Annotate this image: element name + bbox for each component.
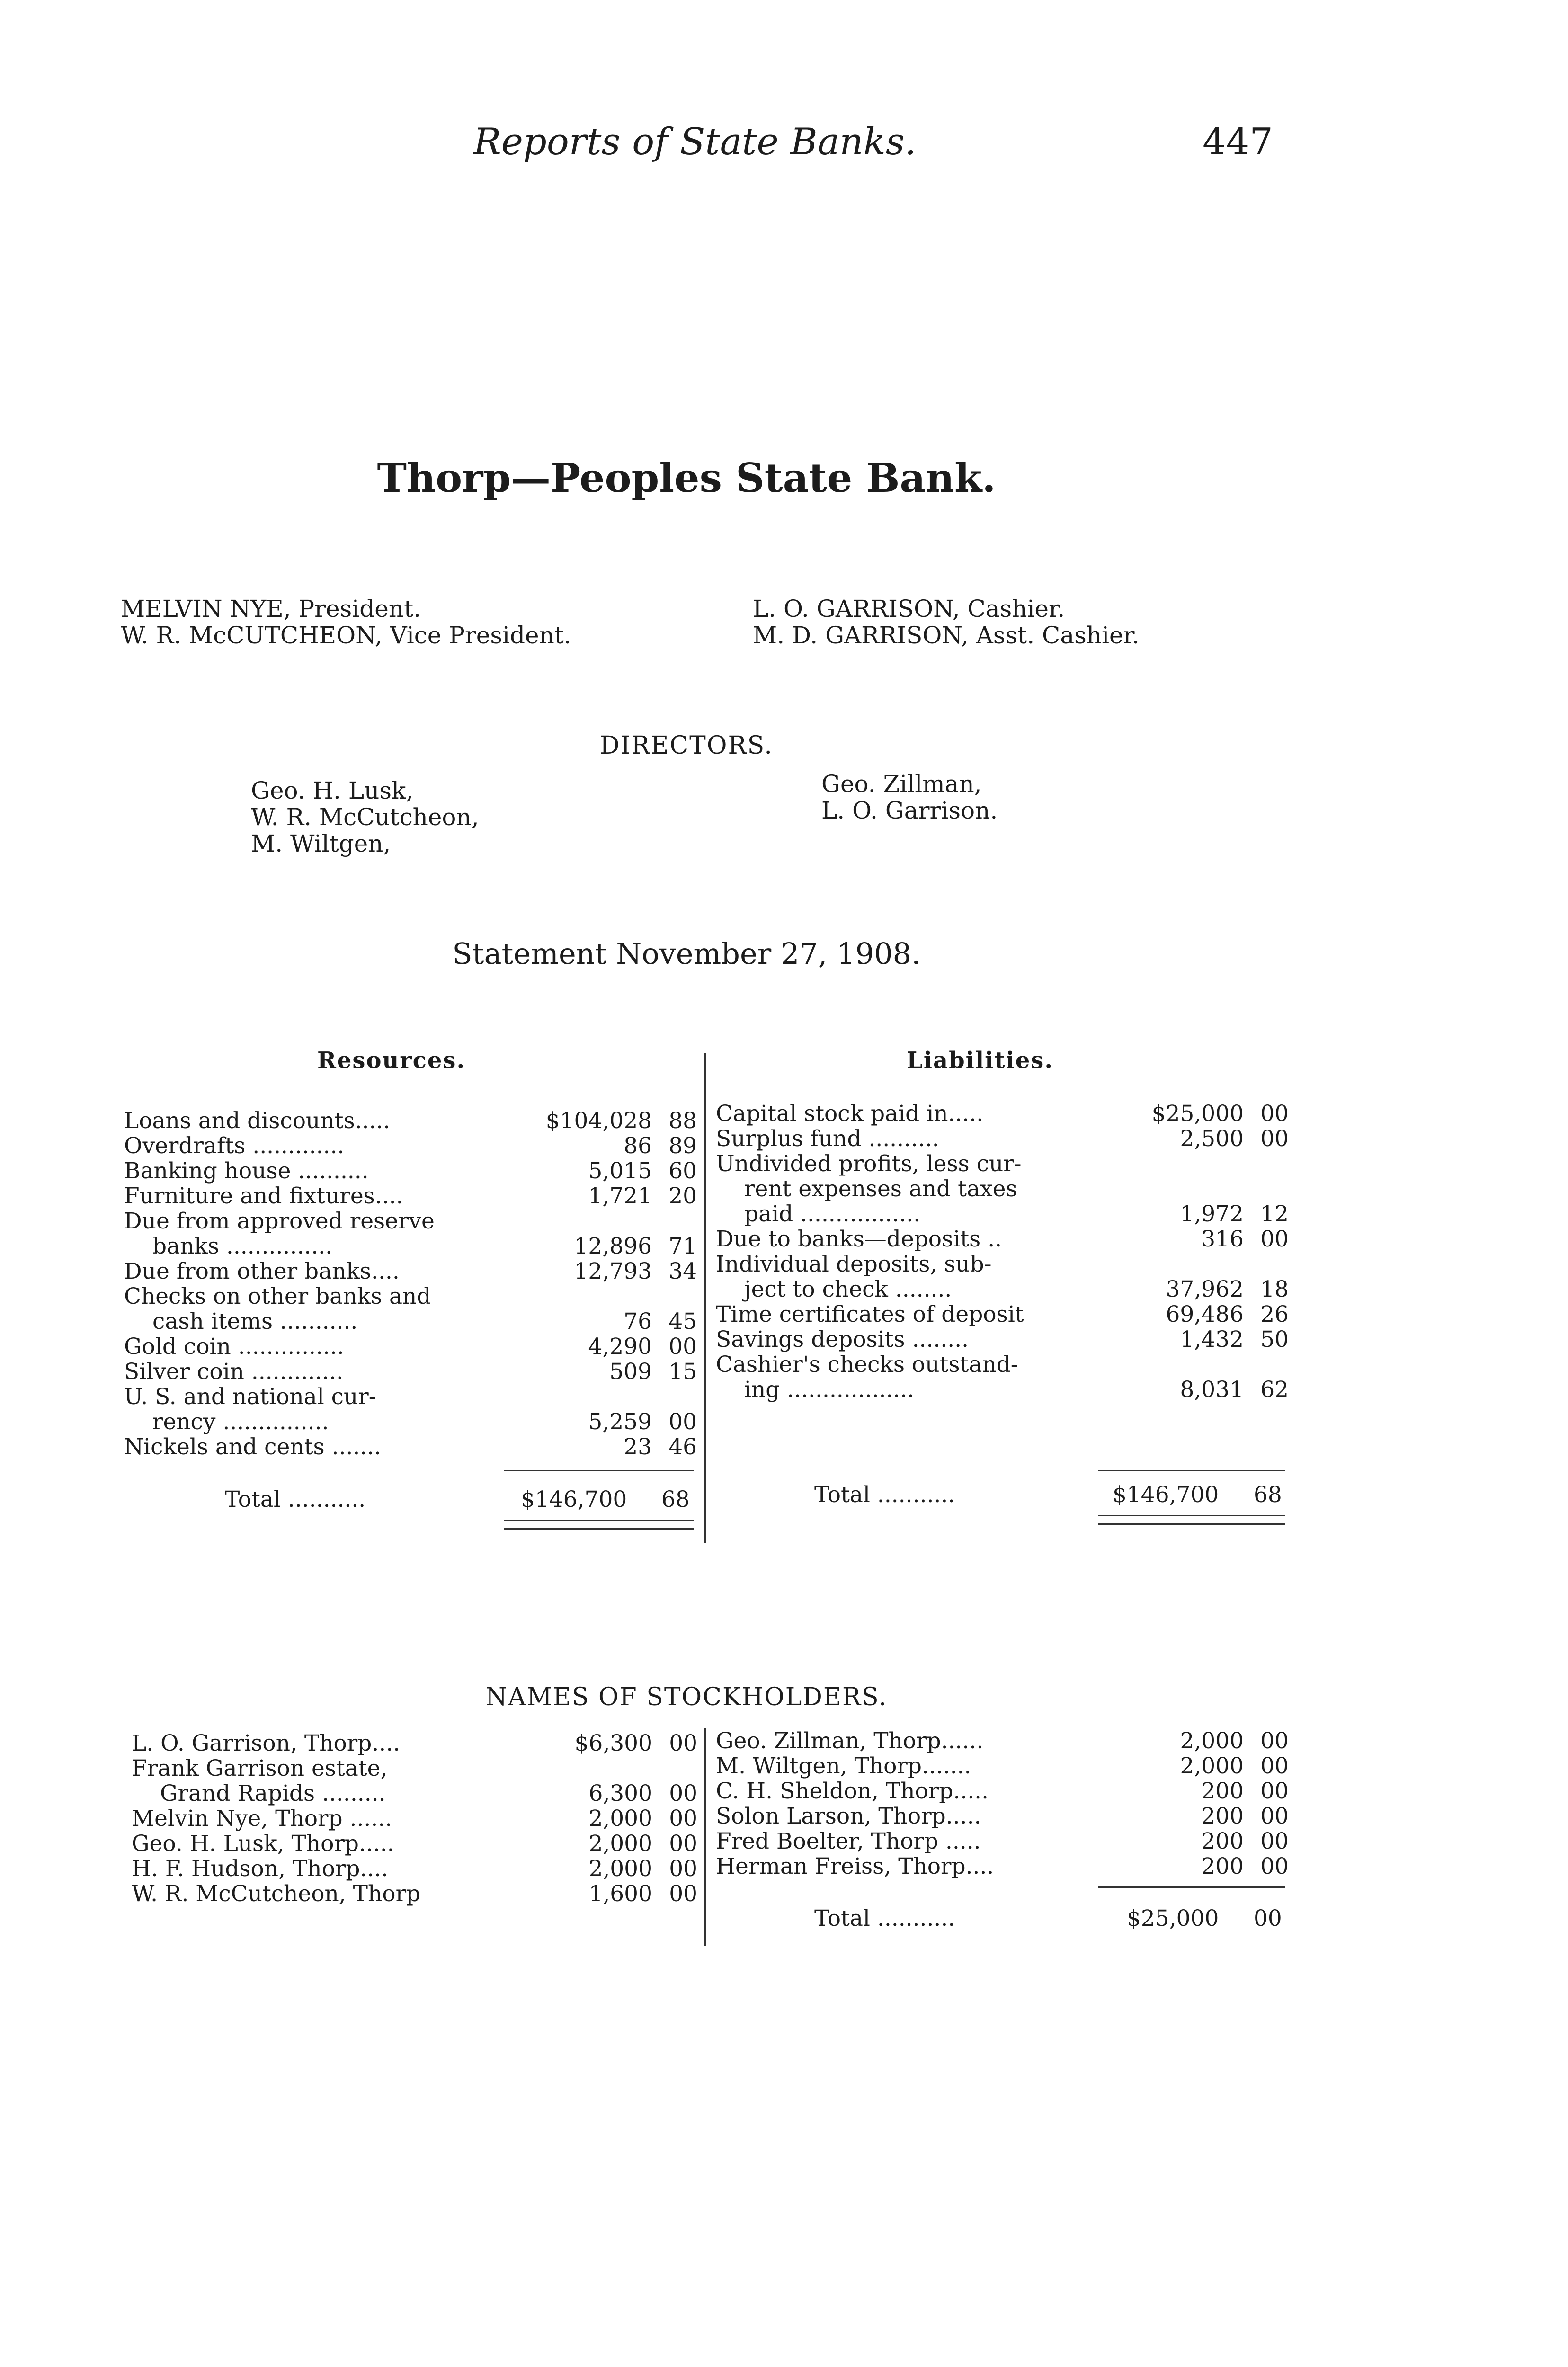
resources-double-rule	[504, 1528, 694, 1530]
resource-row-cents: 71	[668, 1233, 697, 1259]
stockholder-row-amount: 2,000	[1180, 1753, 1244, 1779]
stockholder-row	[716, 1803, 1289, 1828]
stockholder-row-cents: 00	[669, 1881, 697, 1907]
stockholder-row-amount: 200	[1201, 1853, 1244, 1879]
resource-row-cents: 45	[668, 1308, 697, 1335]
directors-left	[251, 777, 479, 857]
resource-row-cents: 88	[668, 1108, 697, 1134]
director-name: Geo. H. Lusk,	[251, 777, 414, 804]
liability-row	[716, 1226, 1289, 1251]
stockholder-row-label: Grand Rapids .........	[160, 1780, 386, 1806]
liability-row-label: Undivided profits, less cur-	[716, 1151, 1022, 1177]
liabilities-total-rule	[1098, 1470, 1285, 1471]
liability-row-label: Capital stock paid in.....	[716, 1101, 984, 1127]
directors-right	[821, 771, 998, 824]
liabilities-total-label: Total ...........	[814, 1482, 955, 1508]
stockholder-row-label: Fred Boelter, Thorp .....	[716, 1828, 981, 1854]
resource-row	[124, 1183, 697, 1208]
resource-row	[124, 1434, 697, 1459]
liability-row-cents: 18	[1260, 1276, 1289, 1302]
stockholder-row	[132, 1856, 697, 1881]
resources-total-rule	[504, 1470, 694, 1471]
resources-total-amount: $146,700	[521, 1486, 627, 1513]
resource-row-cents: 00	[668, 1409, 697, 1435]
liability-row-cents: 12	[1260, 1201, 1289, 1227]
stockholder-row-cents: 00	[669, 1780, 697, 1806]
resource-row-label: Overdrafts .............	[124, 1133, 345, 1159]
liability-row-label: Time certificates of deposit	[716, 1301, 1024, 1327]
stockholder-row	[132, 1755, 697, 1780]
stockholders-column-divider	[704, 1728, 706, 1946]
stockholder-row	[132, 1831, 697, 1856]
stockholder-row-cents: 00	[1260, 1753, 1289, 1779]
resource-row-amount: 86	[624, 1133, 652, 1159]
stockholders-heading: NAMES OF STOCKHOLDERS.	[485, 1683, 888, 1711]
liability-row-label: Individual deposits, sub-	[716, 1251, 992, 1277]
stockholder-row-amount: 200	[1201, 1828, 1244, 1854]
liability-row-amount: 8,031	[1180, 1377, 1244, 1403]
resource-row-label: Furniture and fixtures....	[124, 1183, 403, 1209]
liabilities-double-rule	[1098, 1515, 1285, 1516]
stockholders-total-amount: $25,000	[1127, 1905, 1219, 1931]
resource-row-cents: 89	[668, 1133, 697, 1159]
liability-row-label: rent expenses and taxes	[744, 1176, 1017, 1202]
director-name: Geo. Zillman,	[821, 770, 982, 798]
resource-row-label: Loans and discounts.....	[124, 1108, 391, 1134]
stockholder-row-label: Frank Garrison estate,	[132, 1755, 388, 1781]
liability-row	[716, 1301, 1289, 1326]
stockholder-row-amount: 200	[1201, 1803, 1244, 1829]
liability-row-cents: 00	[1260, 1126, 1289, 1152]
officer-vice-president: W. R. McCUTCHEON, Vice President.	[121, 622, 571, 649]
stockholder-row	[132, 1730, 697, 1755]
resource-row-cents: 60	[668, 1158, 697, 1184]
liability-row	[716, 1176, 1289, 1201]
officer-cashier: L. O. GARRISON, Cashier.	[753, 595, 1065, 623]
stockholder-row-cents: 00	[1260, 1853, 1289, 1879]
resource-row-label: Banking house ..........	[124, 1158, 369, 1184]
stockholder-row	[716, 1753, 1289, 1778]
resource-row-amount: 4,290	[588, 1334, 652, 1360]
stockholder-row-amount: 6,300	[588, 1780, 652, 1806]
liability-row-amount: 2,500	[1180, 1126, 1244, 1152]
resource-row	[124, 1359, 697, 1384]
director-name: M. Wiltgen,	[251, 830, 391, 857]
resource-row-label: Gold coin ...............	[124, 1334, 344, 1360]
stockholder-row-label: W. R. McCutcheon, Thorp	[132, 1881, 421, 1907]
resource-row	[124, 1108, 697, 1133]
stockholder-row-cents: 00	[1260, 1803, 1289, 1829]
stockholder-row	[132, 1881, 697, 1906]
stockholder-row-amount: 2,000	[1180, 1728, 1244, 1754]
stockholder-row	[132, 1780, 697, 1806]
liability-row	[716, 1151, 1289, 1176]
stockholder-row-amount: 2,000	[588, 1806, 652, 1832]
liability-row-cents: 26	[1260, 1301, 1289, 1327]
resource-row-label: cash items ...........	[152, 1308, 358, 1335]
stockholder-row-label: M. Wiltgen, Thorp.......	[716, 1753, 971, 1779]
liability-row-cents: 00	[1260, 1226, 1289, 1252]
liability-row-cents: 00	[1260, 1101, 1289, 1127]
stockholder-row-cents: 00	[1260, 1828, 1289, 1854]
resource-row	[124, 1283, 697, 1308]
resource-row-amount: 509	[609, 1359, 652, 1385]
stockholder-row-amount: 2,000	[588, 1856, 652, 1882]
stockholder-row-cents: 00	[669, 1806, 697, 1832]
stockholder-row-cents: 00	[669, 1831, 697, 1857]
resource-row-cents: 46	[668, 1434, 697, 1460]
stockholder-row-label: H. F. Hudson, Thorp....	[132, 1856, 389, 1882]
stockholder-row-cents: 00	[669, 1856, 697, 1882]
resource-row	[124, 1308, 697, 1334]
stockholder-row-label: Melvin Nye, Thorp ......	[132, 1806, 392, 1832]
liabilities-total-amount: $146,700	[1113, 1482, 1219, 1508]
balance-column-divider	[704, 1053, 706, 1543]
resource-row-label: Nickels and cents .......	[124, 1434, 382, 1460]
liability-row-label: paid .................	[744, 1201, 921, 1227]
resource-row-label: Silver coin .............	[124, 1359, 344, 1385]
liability-row	[716, 1101, 1289, 1126]
liabilities-total-cents: 68	[1254, 1482, 1282, 1508]
stockholder-row-amount: 2,000	[588, 1831, 652, 1857]
statement-title: Statement November 27, 1908.	[452, 936, 921, 971]
liability-row-cents: 50	[1260, 1326, 1289, 1353]
officer-asst-cashier: M. D. GARRISON, Asst. Cashier.	[753, 622, 1140, 649]
resource-row	[124, 1334, 697, 1359]
liability-row-label: Surplus fund ..........	[716, 1126, 939, 1152]
liability-row	[716, 1326, 1289, 1352]
stockholder-row-amount: $6,300	[574, 1730, 652, 1756]
resource-row	[124, 1158, 697, 1183]
resource-row	[124, 1133, 697, 1158]
stockholders-total-cents: 00	[1254, 1905, 1282, 1931]
resource-row-label: U. S. and national cur-	[124, 1384, 376, 1410]
resource-row-amount: 23	[624, 1434, 652, 1460]
liability-row-cents: 62	[1260, 1377, 1289, 1403]
stockholder-row-label: C. H. Sheldon, Thorp.....	[716, 1778, 989, 1804]
liability-row-label: Savings deposits ........	[716, 1326, 969, 1353]
liability-row-label: ject to check ........	[744, 1276, 952, 1302]
page-number: 447	[1203, 121, 1273, 163]
resources-heading: Resources.	[317, 1047, 466, 1074]
liability-row	[716, 1126, 1289, 1151]
resource-row	[124, 1409, 697, 1434]
stockholder-row-label: Geo. Zillman, Thorp......	[716, 1728, 984, 1754]
resource-row-label: Due from approved reserve	[124, 1208, 435, 1234]
resource-row-amount: $104,028	[545, 1108, 652, 1134]
stockholder-row-label: L. O. Garrison, Thorp....	[132, 1730, 401, 1756]
liabilities-heading: Liabilities.	[907, 1047, 1054, 1074]
resource-row-amount: 76	[624, 1308, 652, 1335]
resource-row-cents: 34	[668, 1258, 697, 1284]
director-name: W. R. McCutcheon,	[251, 803, 479, 831]
resource-row-amount: 5,259	[588, 1409, 652, 1435]
stockholder-row	[716, 1853, 1289, 1878]
resources-double-rule	[504, 1520, 694, 1521]
resource-row	[124, 1208, 697, 1233]
liability-row-label: ing ..................	[744, 1377, 915, 1403]
resources-total-label: Total ...........	[225, 1486, 366, 1513]
resource-row-amount: 1,721	[588, 1183, 652, 1209]
resource-row	[124, 1233, 697, 1258]
stockholder-row-label: Solon Larson, Thorp.....	[716, 1803, 981, 1829]
stockholder-row	[132, 1806, 697, 1831]
resource-row-amount: 12,896	[574, 1233, 652, 1259]
stockholder-row-amount: 1,600	[588, 1881, 652, 1907]
stockholder-row	[716, 1828, 1289, 1853]
stockholder-row	[716, 1778, 1289, 1803]
stockholder-row-cents: 00	[669, 1730, 697, 1756]
stockholder-row-label: Herman Freiss, Thorp....	[716, 1853, 994, 1879]
resource-row-cents: 15	[668, 1359, 697, 1385]
resource-row-label: Due from other banks....	[124, 1258, 400, 1284]
liabilities-double-rule	[1098, 1523, 1285, 1525]
liability-row-label: Cashier's checks outstand-	[716, 1352, 1018, 1378]
liability-row-label: Due to banks—deposits ..	[716, 1226, 1002, 1252]
stockholder-row	[716, 1728, 1289, 1753]
officer-president: MELVIN NYE, President.	[121, 595, 421, 623]
liability-row-amount: 37,962	[1166, 1276, 1244, 1302]
stockholder-row-amount: 200	[1201, 1778, 1244, 1804]
directors-heading: DIRECTORS.	[600, 731, 773, 760]
liability-row	[716, 1276, 1289, 1301]
resource-row-amount: 12,793	[574, 1258, 652, 1284]
liability-row	[716, 1251, 1289, 1276]
stockholders-total-label: Total ...........	[814, 1905, 955, 1931]
running-title: Reports of State Banks.	[473, 121, 917, 163]
stockholder-row-label: Geo. H. Lusk, Thorp.....	[132, 1831, 394, 1857]
liability-row-amount: $25,000	[1151, 1101, 1244, 1127]
resource-row	[124, 1258, 697, 1283]
liability-row-amount: 1,432	[1180, 1326, 1244, 1353]
resource-row-label: rency ...............	[152, 1409, 329, 1435]
liability-row-amount: 69,486	[1166, 1301, 1244, 1327]
resource-row-label: Checks on other banks and	[124, 1283, 431, 1309]
resource-row-cents: 00	[668, 1334, 697, 1360]
stockholder-row-cents: 00	[1260, 1778, 1289, 1804]
director-name: L. O. Garrison.	[821, 797, 998, 824]
resource-row	[124, 1384, 697, 1409]
resource-row-amount: 5,015	[588, 1158, 652, 1184]
liability-row-amount: 1,972	[1180, 1201, 1244, 1227]
officers-right	[753, 596, 1140, 649]
resource-row-cents: 20	[668, 1183, 697, 1209]
stockholders-total-rule	[1098, 1886, 1285, 1888]
liability-row	[716, 1377, 1289, 1402]
liability-row-amount: 316	[1201, 1226, 1244, 1252]
resource-row-label: banks ...............	[152, 1233, 333, 1259]
bank-title: Thorp—Peoples State Bank.	[377, 454, 996, 501]
stockholder-row-cents: 00	[1260, 1728, 1289, 1754]
liability-row	[716, 1201, 1289, 1226]
officers-left	[121, 596, 571, 649]
liability-row	[716, 1352, 1289, 1377]
resources-total-cents: 68	[661, 1486, 690, 1513]
